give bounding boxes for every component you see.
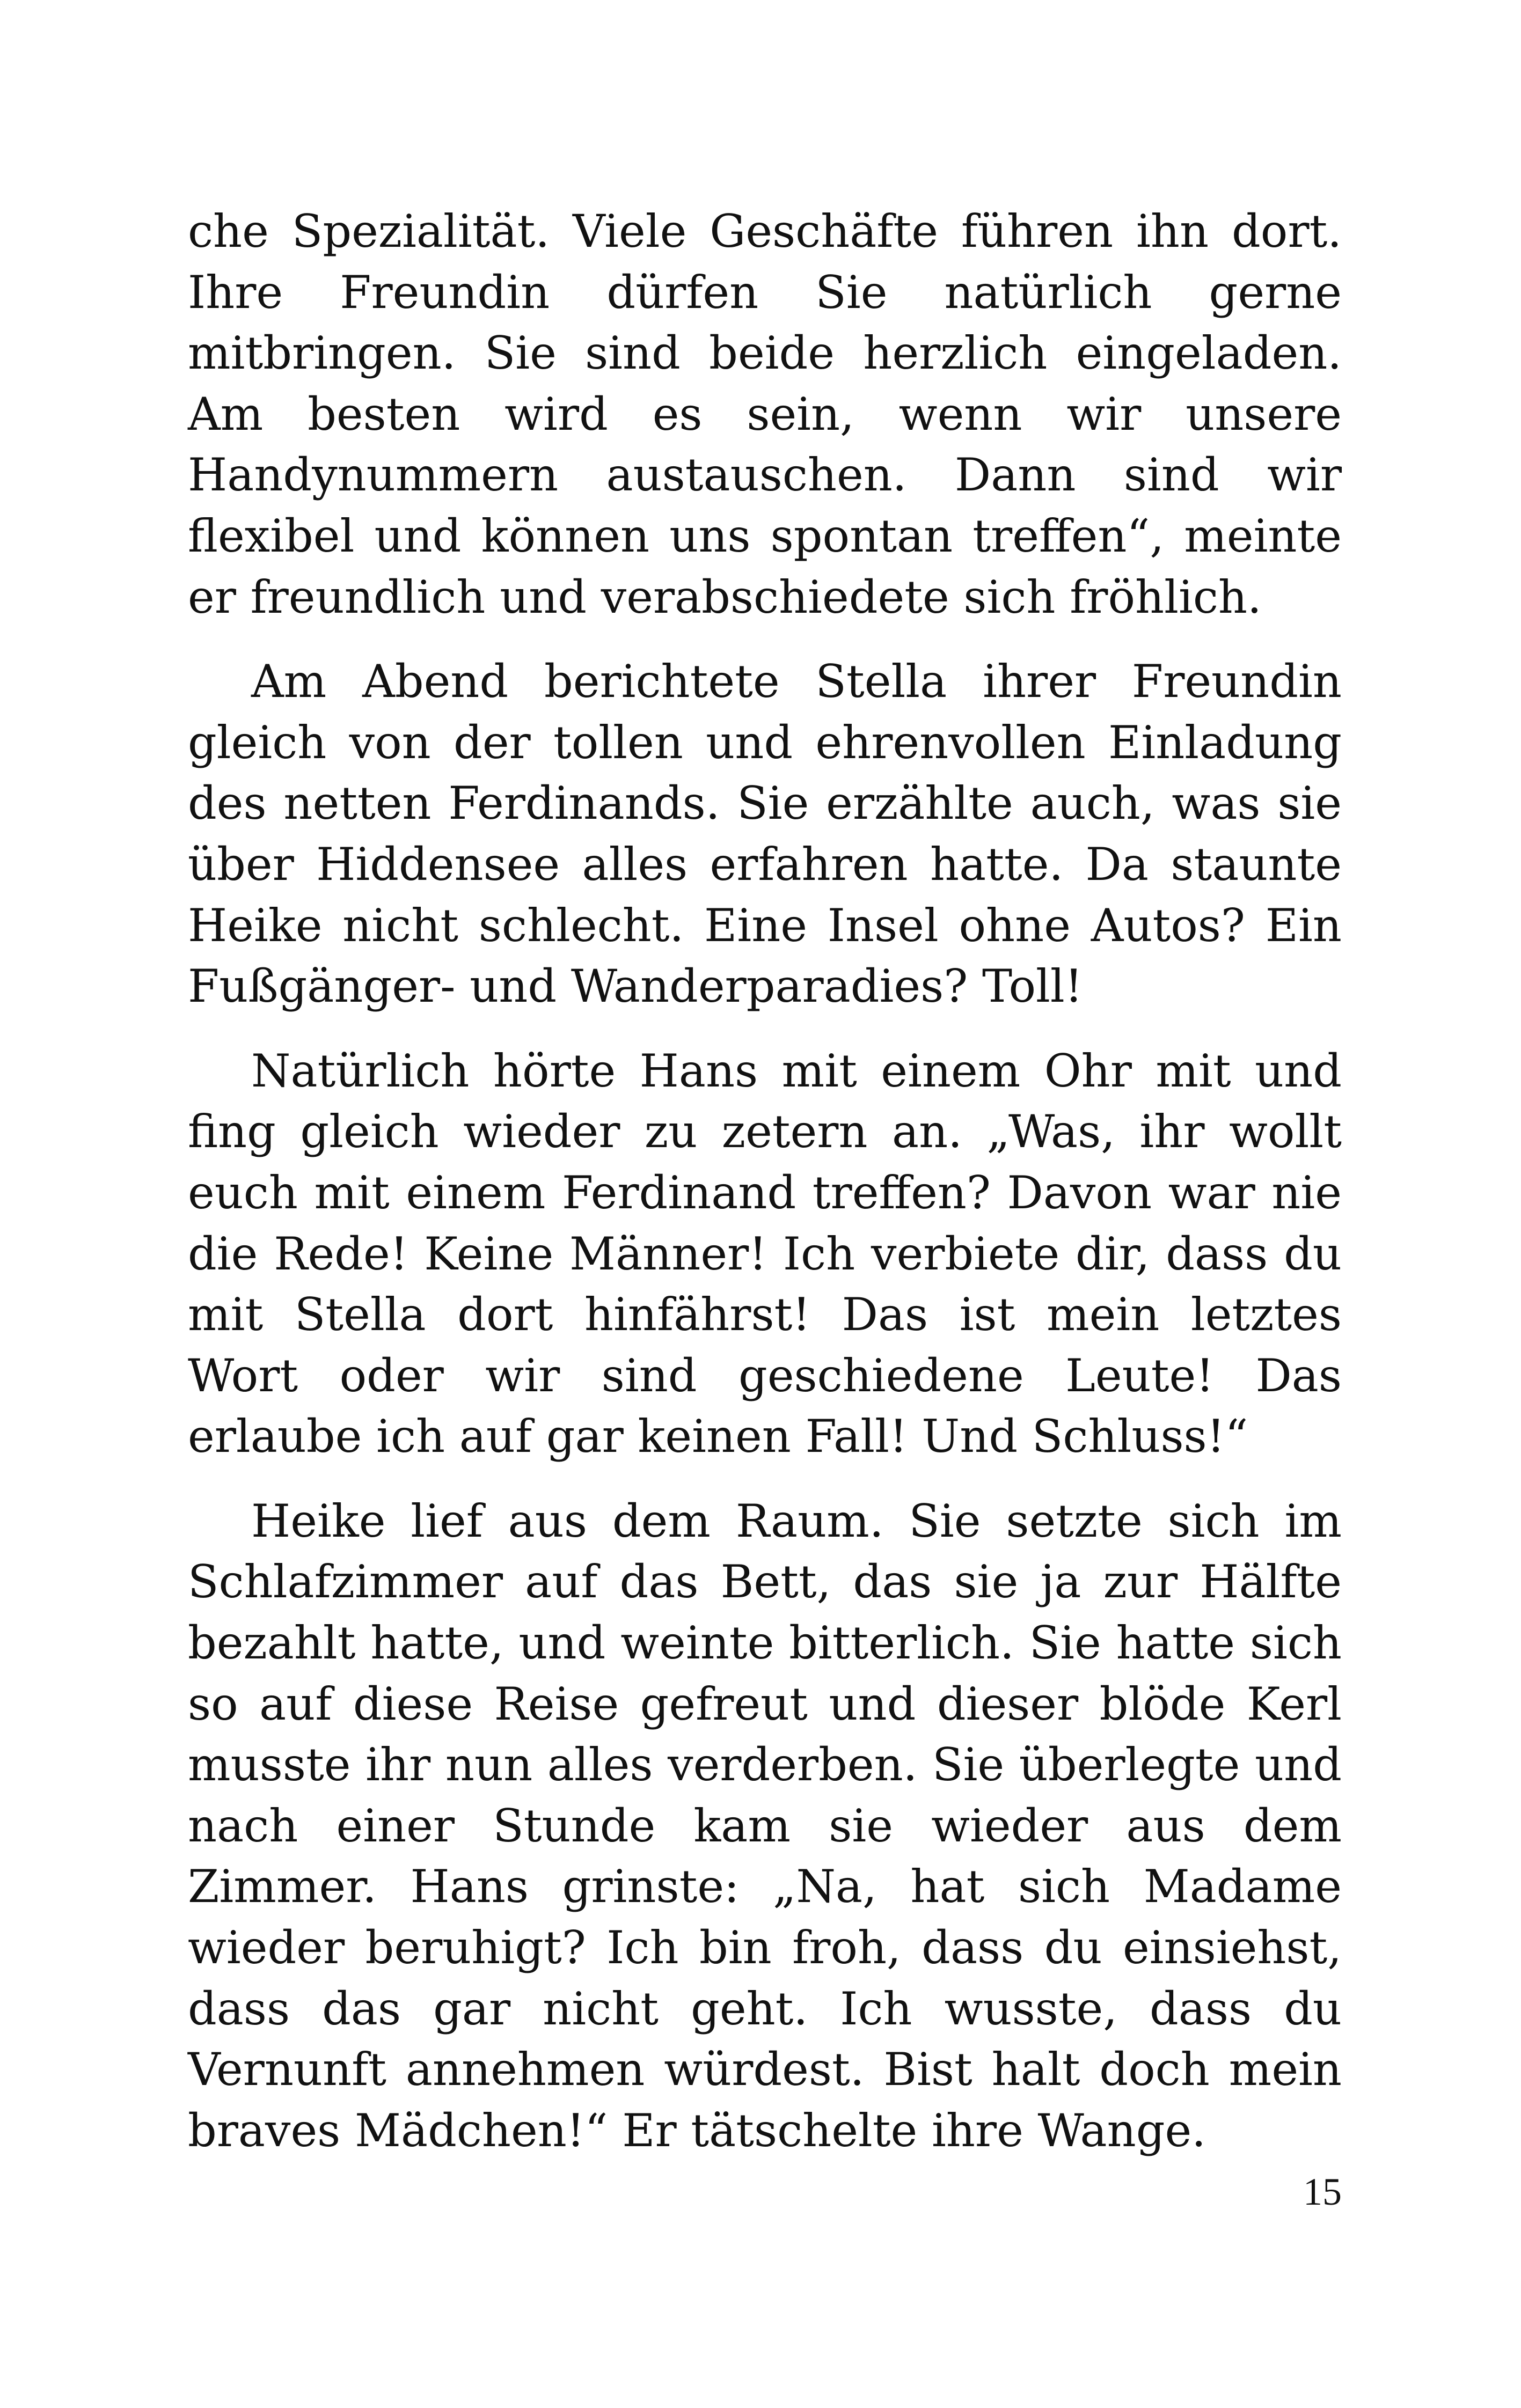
body-text [188,201,1342,2185]
paragraph-1: che Spezialität. Viele Geschäfte führen ihn dort. Ihre Freundin dürfen Sie natürlich gerne mitbringen. Sie sind beide herzlich eingeladen. Am besten wird es sein, wenn wir unsere Handynummern austauschen. Dann sind wir flexibel und können uns spontan treffen“, meinte er freundlich und verabschiedete sich fröhlich. [188,205,1342,623]
paragraph-3: Natürlich hörte Hans mit einem Ohr mit und fing gleich wieder zu zetern an. „Was, ihr wollt euch mit einem Ferdinand treffen? Davon war nie die Rede! Keine Männer! Ich verbiete dir, dass du mit Stella dort hinfährst! Das ist mein letztes Wort oder wir sind geschiedene Leute! Das erlaube ich auf gar keinen Fall! Und Schluss!“ [188,1044,1342,1463]
page-number: 15 [1303,2170,1342,2213]
paragraph-4: Heike lief aus dem Raum. Sie setzte sich im Schlafzimmer auf das Bett, das sie ja zur Hälfte bezahlt hatte, und weinte bitterlich. Sie hatte sich so auf diese Reise gefreut und dieser blöde Kerl musste ihr nun alles verderben. Sie überlegte und nach einer Stunde kam sie wieder aus dem Zimmer. Hans grinste: „Na, hat sich Madame wieder beruhigt? Ich bin froh, dass du einsiehst, dass das gar nicht geht. Ich wusste, dass du Vernunft annehmen würdest. Bist halt doch mein braves Mädchen!“ Er tätschelte ihre Wange. [188,1494,1342,2157]
paragraph-2: Am Abend berichtete Stella ihrer Freundin gleich von der tollen und ehrenvollen Einladung des netten Ferdinands. Sie erzählte auch, was sie über Hiddensee alles erfahren hatte. Da staunte Heike nicht schlecht. Eine Insel ohne Autos? Ein Fußgänger- und Wanderparadies? Toll! [188,655,1342,1013]
